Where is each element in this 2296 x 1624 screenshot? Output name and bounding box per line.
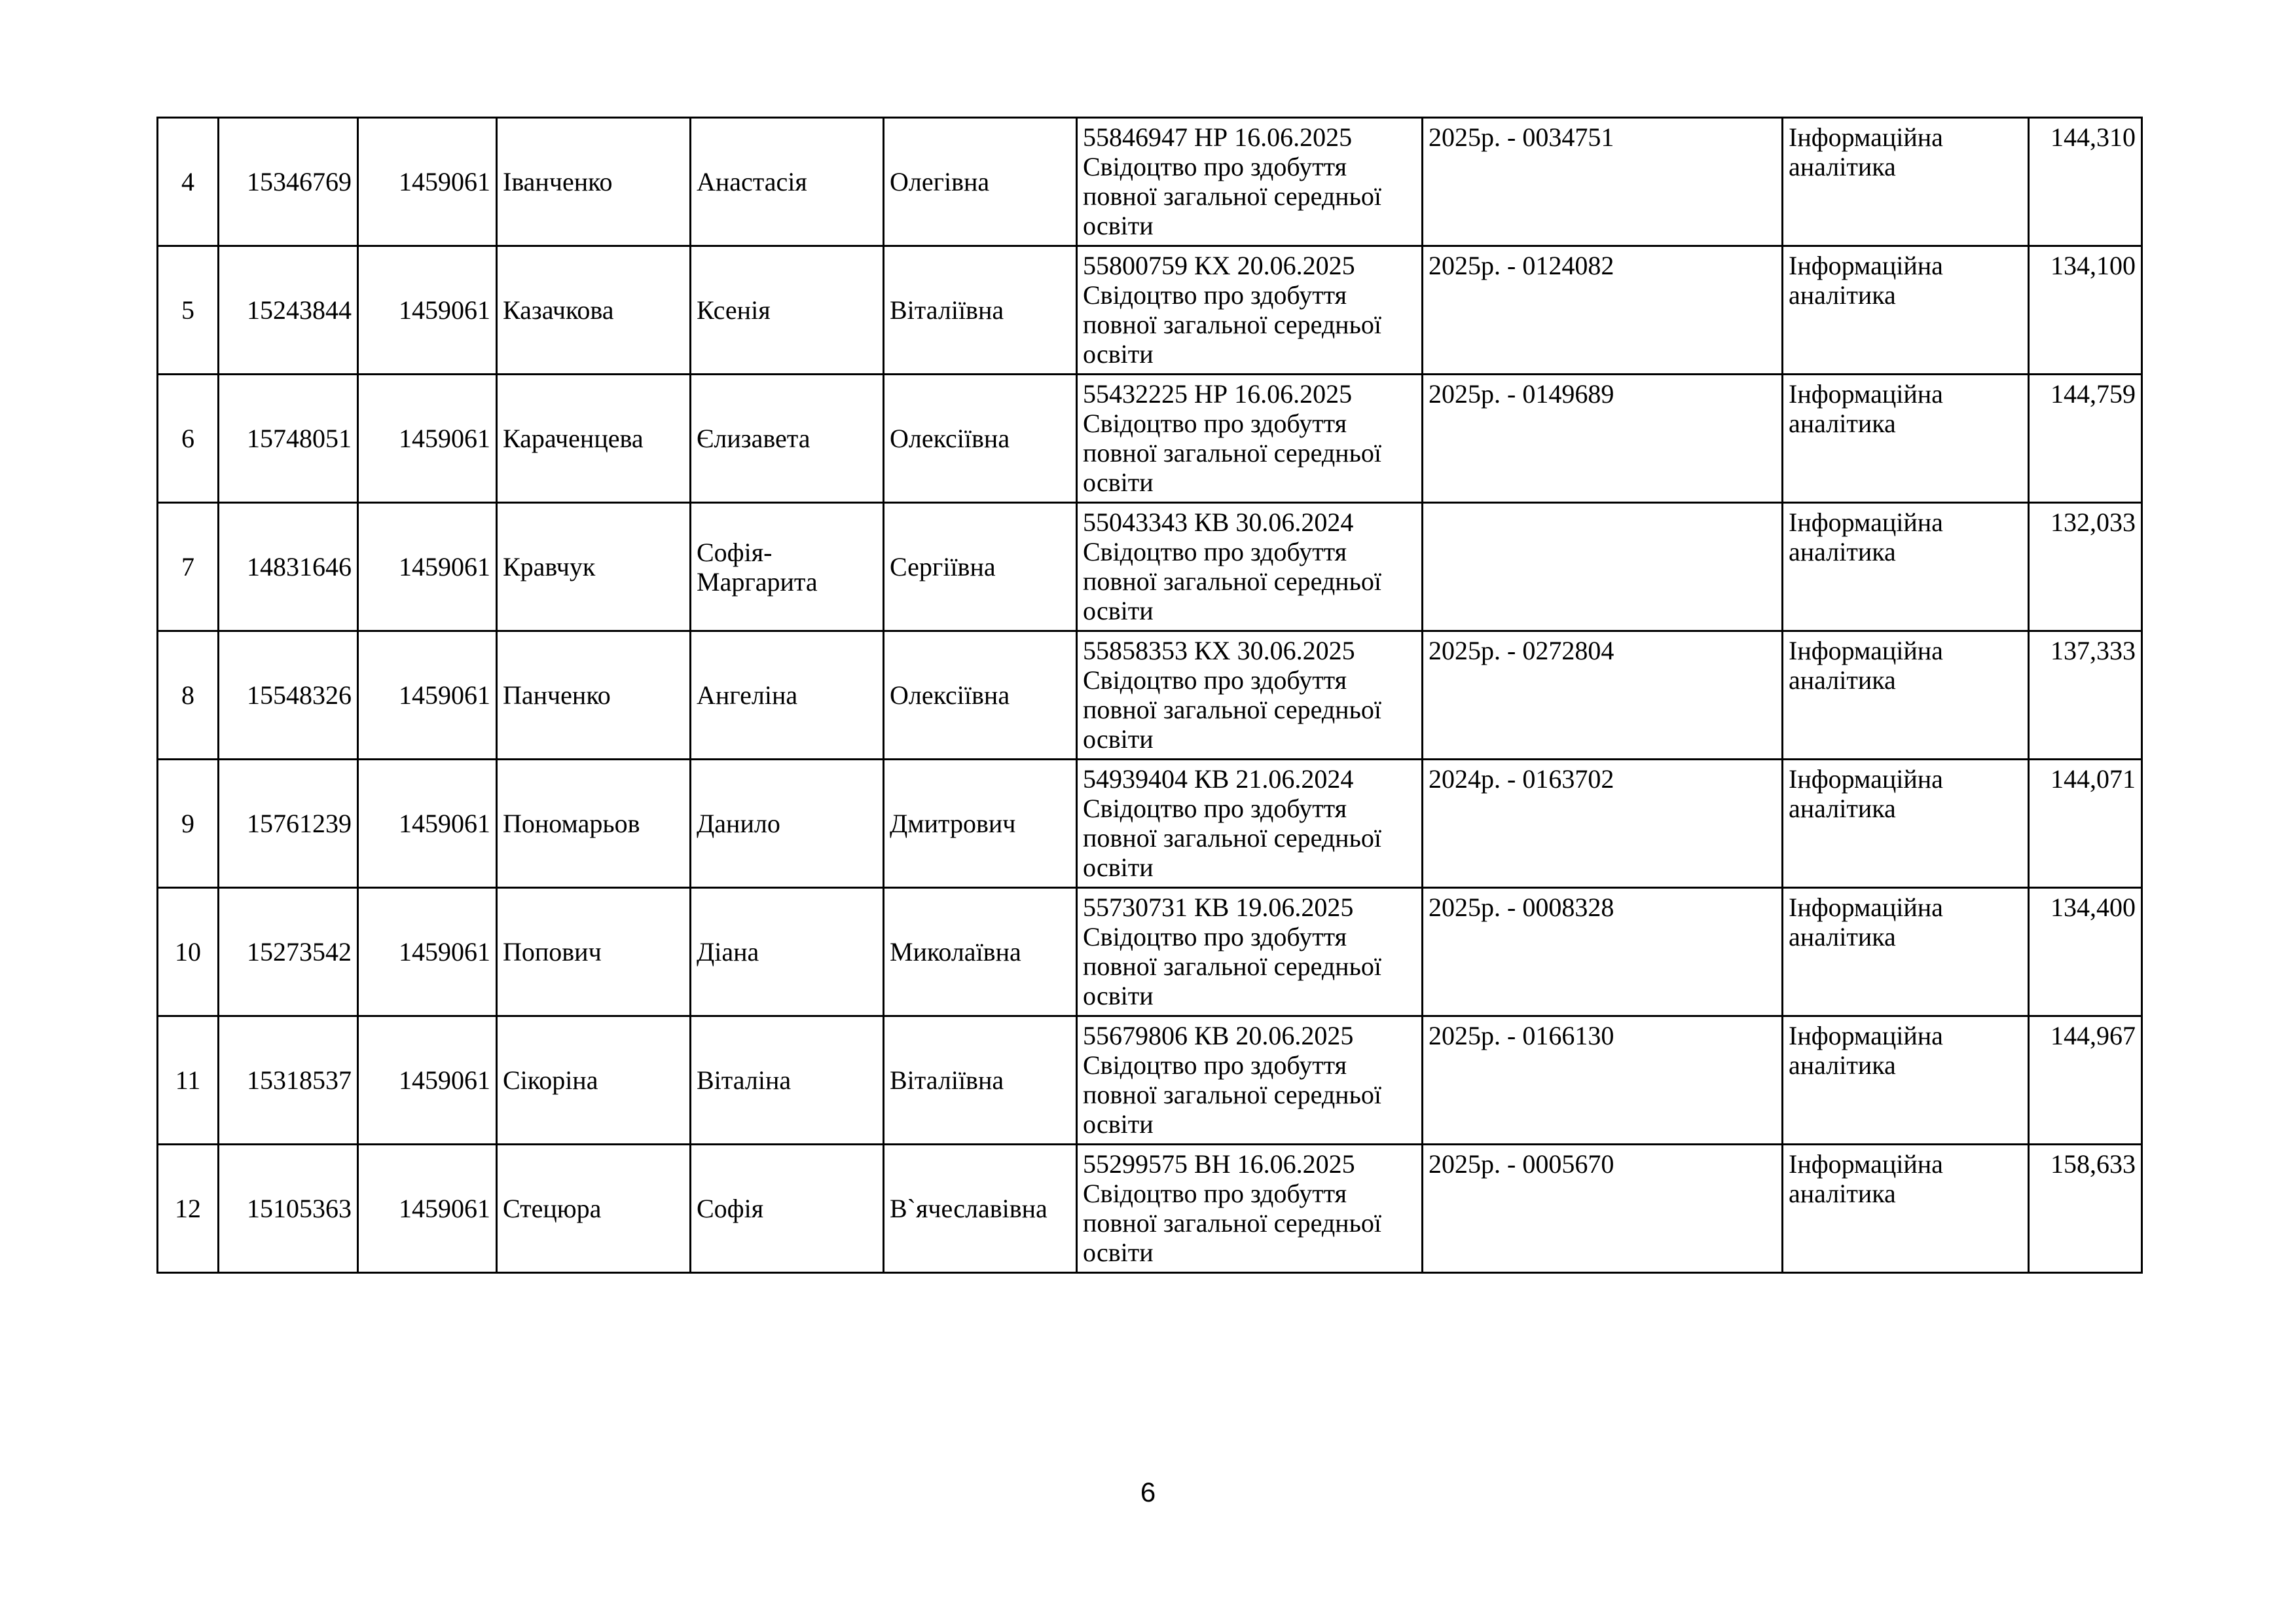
row-number-cell: 7 [158, 503, 219, 631]
program-cell: Інформаційна аналітика [1783, 888, 2029, 1016]
first-name-cell: Анастасія [691, 118, 884, 246]
score-cell: 134,400 [2029, 888, 2142, 1016]
applicant-id-cell: 15105363 [219, 1145, 358, 1273]
surname-cell: Казачкова [497, 246, 691, 375]
document-cell [1077, 375, 1423, 503]
first-name-cell: Ксенія [691, 246, 884, 375]
first-name-cell: Софія [691, 1145, 884, 1273]
document-line: Свідоцтво про здобуття [1083, 152, 1347, 181]
first-name-cell: Софія-Маргарита [691, 503, 884, 631]
patronymic-cell: Дмитрович [884, 760, 1077, 888]
score-cell: 158,633 [2029, 1145, 2142, 1273]
score-cell: 132,033 [2029, 503, 2142, 631]
patronymic-cell: Віталіївна [884, 1016, 1077, 1145]
document-cell [1077, 1145, 1423, 1273]
document-line: повної загальної середньої [1083, 1080, 1381, 1109]
patronymic-cell: В`ячеславівна [884, 1145, 1077, 1273]
certificate-cell: 2025р. - 0166130 [1423, 1016, 1783, 1145]
row-number-cell: 8 [158, 631, 219, 760]
program-code-cell: 1459061 [358, 760, 497, 888]
patronymic-cell: Олексіївна [884, 631, 1077, 760]
program-code-cell: 1459061 [358, 1145, 497, 1273]
applicant-id-cell: 14831646 [219, 503, 358, 631]
document-line: освіти [1083, 596, 1154, 625]
page-number: 6 [1140, 1477, 1156, 1507]
row-number-cell: 6 [158, 375, 219, 503]
patronymic-cell: Олегівна [884, 118, 1077, 246]
document-line: Свідоцтво про здобуття [1083, 665, 1347, 695]
document-cell [1077, 503, 1423, 631]
surname-cell: Іванченко [497, 118, 691, 246]
row-number-cell: 10 [158, 888, 219, 1016]
surname-cell: Пономарьов [497, 760, 691, 888]
program-cell: Інформаційна аналітика [1783, 503, 2029, 631]
document-cell [1077, 246, 1423, 375]
document-cell [1077, 888, 1423, 1016]
document-line: повної загальної середньої [1083, 823, 1381, 853]
program-code-cell: 1459061 [358, 631, 497, 760]
table-row [158, 375, 2142, 503]
program-cell: Інформаційна аналітика [1783, 1145, 2029, 1273]
document-line: повної загальної середньої [1083, 695, 1381, 724]
applicant-id-cell: 15346769 [219, 118, 358, 246]
score-cell: 137,333 [2029, 631, 2142, 760]
document-line: освіти [1083, 853, 1154, 882]
document-line: 55858353 КХ 30.06.2025 [1083, 636, 1355, 665]
document-line: освіти [1083, 211, 1154, 240]
program-code-cell: 1459061 [358, 1016, 497, 1145]
program-code-cell: 1459061 [358, 888, 497, 1016]
first-name-cell: Діана [691, 888, 884, 1016]
surname-cell: Сікоріна [497, 1016, 691, 1145]
program-cell: Інформаційна аналітика [1783, 1016, 2029, 1145]
table-row [158, 1016, 2142, 1145]
applicant-id-cell: 15748051 [219, 375, 358, 503]
document-line: Свідоцтво про здобуття [1083, 537, 1347, 566]
document-line: освіти [1083, 468, 1154, 497]
score-cell: 144,071 [2029, 760, 2142, 888]
program-code-cell: 1459061 [358, 503, 497, 631]
row-number-cell: 12 [158, 1145, 219, 1273]
patronymic-cell: Олексіївна [884, 375, 1077, 503]
surname-cell: Панченко [497, 631, 691, 760]
score-cell: 144,967 [2029, 1016, 2142, 1145]
document-line: 55679806 КВ 20.06.2025 [1083, 1021, 1354, 1050]
row-number-cell: 9 [158, 760, 219, 888]
certificate-cell: 2025р. - 0149689 [1423, 375, 1783, 503]
applicant-id-cell: 15761239 [219, 760, 358, 888]
document-line: Свідоцтво про здобуття [1083, 794, 1347, 823]
first-name-cell: Віталіна [691, 1016, 884, 1145]
document-line: Свідоцтво про здобуття [1083, 409, 1347, 438]
table-body [158, 118, 2142, 1273]
applicant-id-cell: 15243844 [219, 246, 358, 375]
certificate-cell [1423, 503, 1783, 631]
applicant-id-cell: 15318537 [219, 1016, 358, 1145]
surname-cell: Караченцева [497, 375, 691, 503]
patronymic-cell: Віталіївна [884, 246, 1077, 375]
first-name-cell: Єлизавета [691, 375, 884, 503]
table-row [158, 1145, 2142, 1273]
first-name-cell: Ангеліна [691, 631, 884, 760]
program-cell: Інформаційна аналітика [1783, 375, 2029, 503]
certificate-cell: 2025р. - 0005670 [1423, 1145, 1783, 1273]
document-line: 55730731 КВ 19.06.2025 [1083, 893, 1354, 922]
surname-cell: Стецюра [497, 1145, 691, 1273]
row-number-cell: 4 [158, 118, 219, 246]
program-code-cell: 1459061 [358, 246, 497, 375]
document-line: Свідоцтво про здобуття [1083, 1050, 1347, 1080]
score-cell: 134,100 [2029, 246, 2142, 375]
applicants-table [156, 117, 2143, 1274]
document-line: освіти [1083, 981, 1154, 1010]
row-number-cell: 5 [158, 246, 219, 375]
document-line: 55800759 КХ 20.06.2025 [1083, 251, 1355, 280]
document-line: повної загальної середньої [1083, 181, 1381, 211]
document-line: Свідоцтво про здобуття [1083, 922, 1347, 951]
surname-cell: Попович [497, 888, 691, 1016]
program-cell: Інформаційна аналітика [1783, 631, 2029, 760]
table-row [158, 503, 2142, 631]
score-cell: 144,310 [2029, 118, 2142, 246]
applicant-id-cell: 15548326 [219, 631, 358, 760]
program-code-cell: 1459061 [358, 375, 497, 503]
document-line: освіти [1083, 339, 1154, 369]
first-name-cell: Данило [691, 760, 884, 888]
surname-cell: Кравчук [497, 503, 691, 631]
table-row [158, 631, 2142, 760]
document-cell [1077, 760, 1423, 888]
certificate-cell: 2025р. - 0124082 [1423, 246, 1783, 375]
document-line: Свідоцтво про здобуття [1083, 1179, 1347, 1208]
document-line: 54939404 КВ 21.06.2024 [1083, 764, 1354, 794]
certificate-cell: 2024р. - 0163702 [1423, 760, 1783, 888]
document-cell [1077, 1016, 1423, 1145]
document-line: 55432225 НР 16.06.2025 [1083, 379, 1353, 409]
patronymic-cell: Сергіївна [884, 503, 1077, 631]
score-cell: 144,759 [2029, 375, 2142, 503]
table-row [158, 760, 2142, 888]
document-line: 55846947 НР 16.06.2025 [1083, 122, 1353, 152]
document-cell [1077, 118, 1423, 246]
certificate-cell: 2025р. - 0272804 [1423, 631, 1783, 760]
patronymic-cell: Миколаївна [884, 888, 1077, 1016]
document-line: 55043343 КВ 30.06.2024 [1083, 507, 1354, 537]
program-cell: Інформаційна аналітика [1783, 760, 2029, 888]
document-line: освіти [1083, 1238, 1154, 1267]
table-row [158, 118, 2142, 246]
program-cell: Інформаційна аналітика [1783, 118, 2029, 246]
applicant-id-cell: 15273542 [219, 888, 358, 1016]
document-line: повної загальної середньої [1083, 438, 1381, 468]
table-row [158, 246, 2142, 375]
row-number-cell: 11 [158, 1016, 219, 1145]
certificate-cell: 2025р. - 0034751 [1423, 118, 1783, 246]
document-line: повної загальної середньої [1083, 1208, 1381, 1238]
program-cell: Інформаційна аналітика [1783, 246, 2029, 375]
document-line: повної загальної середньої [1083, 951, 1381, 981]
certificate-cell: 2025р. - 0008328 [1423, 888, 1783, 1016]
document-line: повної загальної середньої [1083, 310, 1381, 339]
table-row [158, 888, 2142, 1016]
document-line: освіти [1083, 1109, 1154, 1139]
document-line: Свідоцтво про здобуття [1083, 280, 1347, 310]
document-line: повної загальної середньої [1083, 566, 1381, 596]
program-code-cell: 1459061 [358, 118, 497, 246]
document-line: 55299575 ВН 16.06.2025 [1083, 1149, 1355, 1179]
document-cell [1077, 631, 1423, 760]
document-line: освіти [1083, 724, 1154, 754]
